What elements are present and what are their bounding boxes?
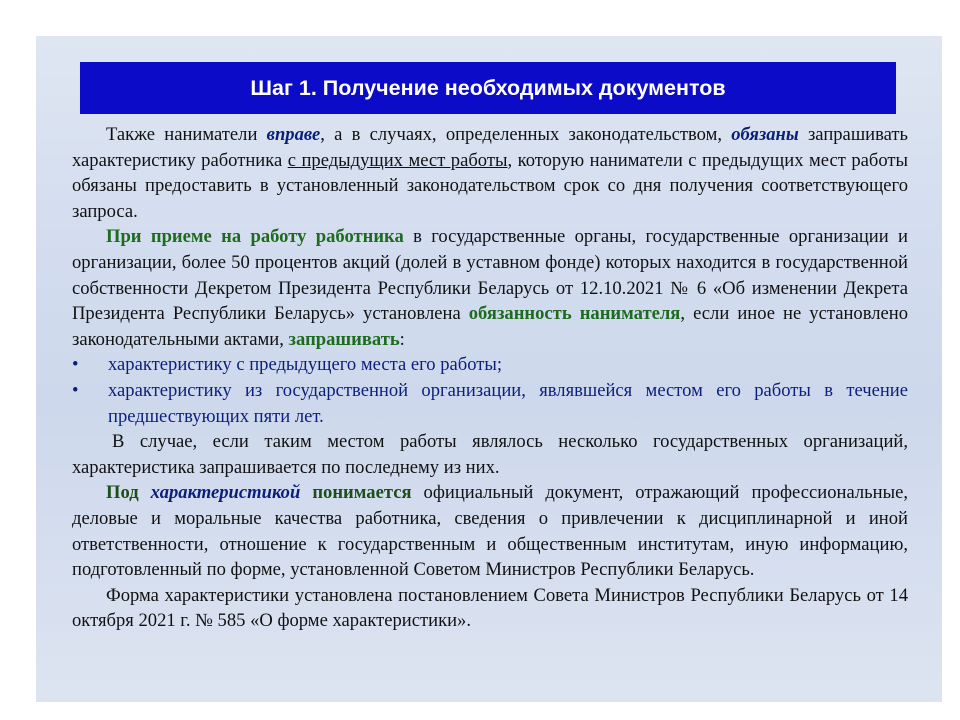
paragraph-1: [72, 122, 908, 224]
title-bar: [80, 62, 896, 114]
emphasis-harakteristikoy: характеристикой: [150, 482, 301, 504]
bullet-item: [72, 378, 908, 429]
slide-body: [72, 122, 908, 634]
emphasis-pri-prieme: При приеме на работу работника: [106, 226, 404, 248]
slide: [36, 36, 942, 702]
emphasis-obyazannost: обязанность нанимателя: [468, 303, 681, 325]
paragraph-5: Форма характеристики установлена постановлением Совета Министров Республики Беларусь от 14 октября 2021 г. № 585 «О форме характеристики».: [72, 584, 908, 632]
emphasis-ponimaetsya: понимается: [300, 482, 412, 504]
emphasis-obyazany: обязаны: [731, 124, 799, 145]
text: запрашивать характеристику работника: [72, 124, 908, 171]
paragraph-3: В случае, если таким местом работы являлось несколько государственных организаций, характеристика запрашивается по последнему из них.: [72, 431, 908, 478]
bullet-item: [72, 352, 908, 378]
emphasis-pod: Под: [106, 482, 151, 504]
emphasis-vprave: вправе: [266, 124, 321, 145]
bullet-text: характеристику с предыдущего места его работы;: [108, 354, 503, 376]
text: Также наниматели: [106, 124, 267, 145]
bullet-icon: •: [72, 379, 79, 401]
bullet-text: характеристику из государственной организации, являвшейся местом его работы в течение предшествующих пяти лет.: [108, 379, 908, 427]
text: :: [399, 328, 405, 350]
paragraph-4: [72, 480, 908, 582]
paragraph-2: [72, 224, 908, 352]
text: , а в случаях, определенных законодательством,: [320, 124, 732, 145]
text: в государственные органы, государственные организации и организации, более 50 процентов акций (долей в уставном фонде) которых находится в государственной собственности Декретом Президента Республики Беларусь от 12.10.2021 № 6 «Об изменении Декрета Президента Республики Беларусь» установлена: [72, 226, 908, 325]
underlined-text: с предыдущих мест работы: [287, 149, 508, 171]
bullet-icon: •: [72, 354, 79, 376]
emphasis-zaprashivat: запрашивать: [288, 328, 400, 350]
text: , если иное не установлено законодательными актами,: [72, 303, 909, 350]
text: , которую наниматели с предыдущих мест работы обязаны предоставить в установленный законодательством срок со дня получения соответствующего запроса.: [72, 149, 908, 222]
slide-title: Шаг 1. Получение необходимых документов: [250, 75, 726, 100]
text: официальный документ, отражающий профессиональные, деловые и моральные качества работника, сведения о привлечении к дисциплинарной и иной ответственности, отношение к государственным и общественным институтам, иную информацию, подготовленный по форме, установленной Советом Министров Республики Беларусь.: [72, 482, 908, 581]
